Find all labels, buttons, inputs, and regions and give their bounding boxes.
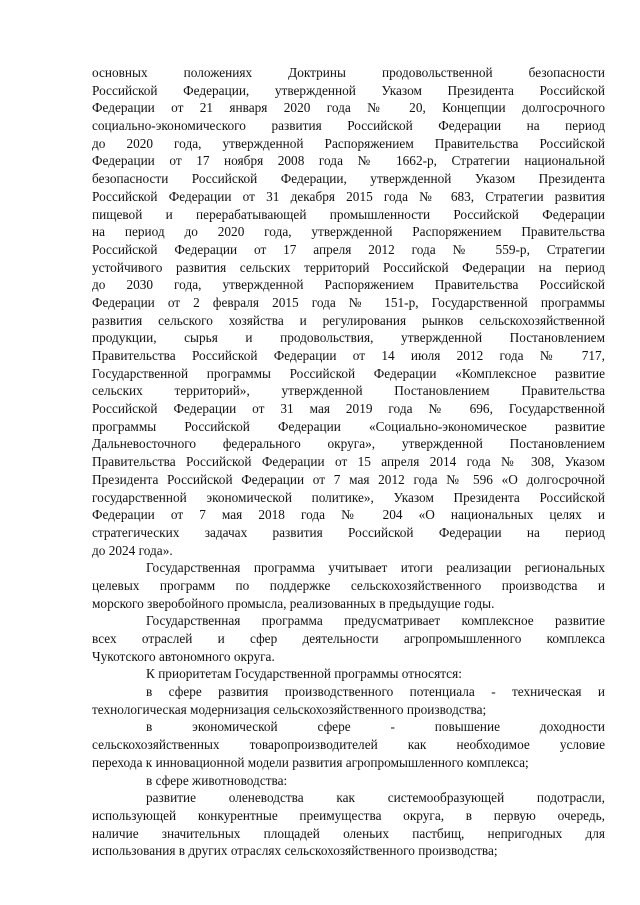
text-line: технологическая модернизация сельскохозяйственного производства;	[92, 701, 487, 717]
text-line: Государственная программа учитывает итоги реализации региональных	[146, 560, 605, 576]
text-line: Чукотского автономного округа.	[92, 648, 275, 664]
text-line: развитие оленеводства как системообразующей подотрасли,	[146, 790, 605, 806]
text-line: Федерации от 17 ноября 2008 года № 1662-р, Стратегии национальной	[92, 153, 605, 169]
text-line: использующей конкурентные преимущества округа, в первую очередь,	[92, 807, 605, 823]
text-line: устойчивого развития сельских территорий Российской Федерации на период	[92, 259, 605, 275]
paragraph	[92, 789, 605, 860]
text-line: до 2020 года, утвержденной Распоряжением Правительства Российской	[92, 135, 605, 151]
text-line: Федерации от 2 февраля 2015 года № 151-р, Государственной программы	[92, 294, 605, 310]
text-line: сельских территорий», утвержденной Постановлением Правительства	[92, 383, 605, 399]
text-line: сельскохозяйственных товаропроизводителей как необходимое условие	[92, 737, 605, 753]
text-line: в сфере животноводства:	[146, 772, 288, 788]
text-line: основных положениях Доктрины продовольственной безопасности	[92, 65, 605, 80]
paragraph	[92, 772, 605, 790]
text-line: перехода к инновационной модели развития агропромышленного комплекса;	[92, 754, 529, 770]
text-line: целевых программ по поддержке сельскохозяйственного производства и	[92, 577, 605, 593]
document-body	[92, 64, 605, 860]
text-line: государственной экономической политике», Указом Президента Российской	[92, 489, 605, 505]
text-line: Российской Федерации от 31 мая 2019 года № 696, Государственной	[92, 401, 605, 417]
text-line: Федерации от 21 января 2020 года № 20, Концепции долгосрочного	[92, 100, 605, 116]
paragraph	[92, 683, 605, 718]
text-line: пищевой и перерабатывающей промышленности Российской Федерации	[92, 206, 605, 222]
text-line: Президента Российской Федерации от 7 мая 2012 года № 596 «О долгосрочной	[92, 471, 605, 487]
text-line: Правительства Российской Федерации от 15 апреля 2014 года № 308, Указом	[92, 454, 605, 470]
text-line: Федерации от 7 мая 2018 года № 204 «О национальных целях и	[92, 507, 605, 523]
text-line: морского зверобойного промысла, реализованных в предыдущие годы.	[92, 595, 495, 611]
text-line: Дальневосточного федерального округа», утвержденной Постановлением	[92, 436, 605, 452]
text-line: Российской Федерации от 31 декабря 2015 года № 683, Стратегии развития	[92, 188, 605, 204]
paragraph	[92, 559, 605, 612]
text-line: Государственная программа предусматривает комплексное развитие	[146, 613, 605, 629]
text-line: наличие значительных площадей оленьих пастбищ, непригодных для	[92, 825, 605, 841]
text-line: всех отраслей и сфер деятельности агропромышленного комплекса	[92, 631, 605, 646]
text-line: Российской Федерации, утвержденной Указом Президента Российской	[92, 82, 605, 98]
text-line: Правительства Российской Федерации от 14 июля 2012 года № 717,	[92, 348, 605, 363]
text-line: на период до 2020 года, утвержденной Распоряжением Правительства	[92, 224, 605, 240]
text-line: в сфере развития производственного потенциала - техническая и	[146, 684, 605, 700]
text-line: до 2024 года».	[92, 542, 173, 558]
paragraph	[92, 64, 605, 559]
text-line: продукции, сырья и продовольствия, утвержденной Постановлением	[92, 330, 605, 346]
text-line: в экономической сфере - повышение доходности	[146, 719, 605, 735]
text-line: Государственной программы Российской Федерации «Комплексное развитие	[92, 365, 605, 381]
text-line: использования в других отраслях сельскохозяйственного производства;	[92, 843, 498, 859]
paragraph	[92, 665, 605, 683]
text-line: стратегических задачах развития Российской Федерации на период	[92, 524, 605, 540]
paragraph	[92, 718, 605, 771]
text-line: программы Российской Федерации «Социально-экономическое развитие	[92, 418, 605, 434]
text-line: безопасности Российской Федерации, утвержденной Указом Президента	[92, 171, 605, 187]
text-line: социально-экономического развития Российской Федерации на период	[92, 118, 605, 134]
text-line: до 2030 года, утвержденной Распоряжением Правительства Российской	[92, 277, 605, 293]
text-line: К приоритетам Государственной программы относятся:	[146, 666, 462, 682]
text-line: Российской Федерации от 17 апреля 2012 года № 559-р, Стратегии	[92, 241, 605, 257]
text-line: развития сельского хозяйства и регулирования рынков сельскохозяйственной	[92, 312, 605, 328]
paragraph	[92, 612, 605, 665]
